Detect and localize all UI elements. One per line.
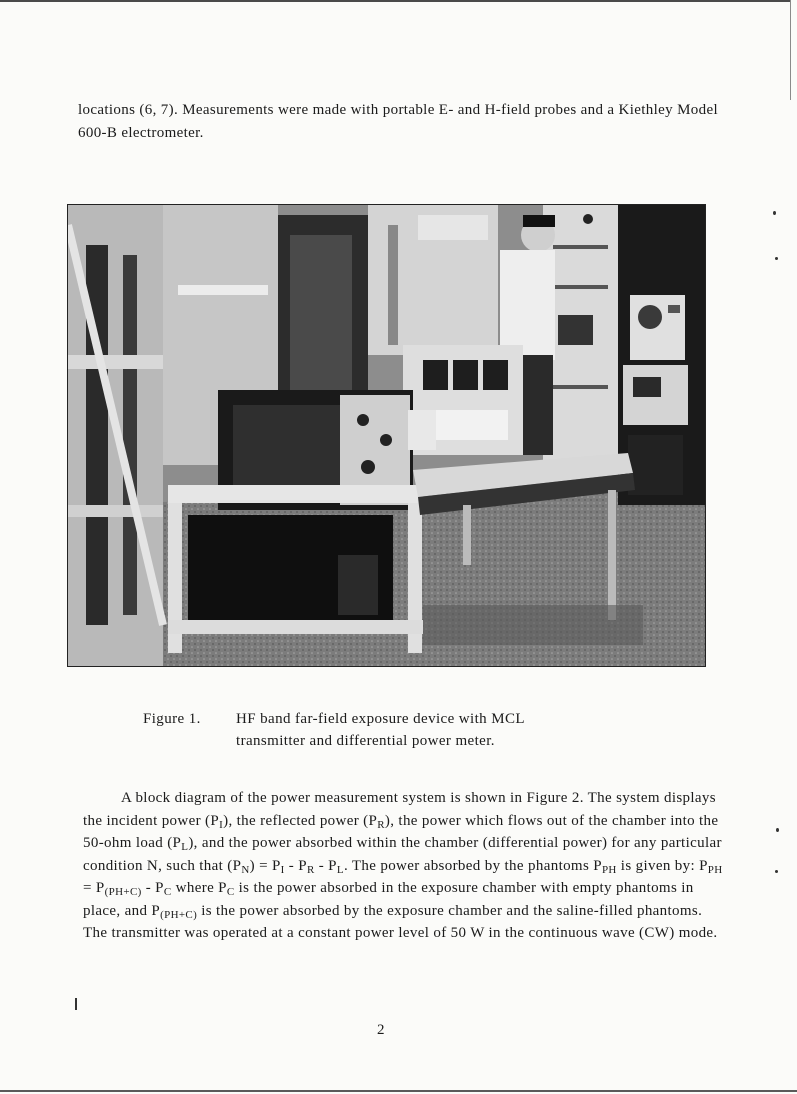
scan-edge-top (0, 0, 790, 2)
lab-equipment-photo (68, 205, 705, 666)
scan-speck (776, 828, 779, 832)
scan-edge-right (790, 0, 791, 100)
page-number: 2 (377, 1022, 385, 1038)
figure-photo (67, 204, 706, 667)
figure-label: Figure 1. (143, 711, 201, 727)
intro-paragraph: locations (6, 7). Measurements were made with portable E- and H-field probes and a Kiethley Model 600-B electrometer. (78, 102, 719, 141)
scan-speck (75, 998, 77, 1010)
scan-speck (773, 211, 776, 215)
figure-caption (143, 708, 525, 752)
body-paragraph (83, 787, 723, 945)
scan-speck (775, 870, 778, 873)
scan-edge-bottom (0, 1090, 797, 1092)
caption-line-1: HF band far-field exposure device with MCL (236, 711, 525, 727)
caption-line-2: transmitter and differential power meter. (236, 733, 495, 749)
body-paragraph-text: A block diagram of the power measurement system is shown in Figure 2. The system displays the incident power $(P_I)$, the reflected power $(P_R)$, the power which flows out of the chamber into the 50-ohm load $(P_L)$, and the power absorbed within the chamber (differential power) for any particular condition N, such that $(P_N) = P_I - P_R - P_L$. The power absorbed by the phantoms $P_{PH}$ is given by: $P_{PH} = P_{(PH+C)} - P_C$ where $P_C$ is the power absorbed in the exposure chamber with empty phantoms in place, and $P_{(PH+C)}$ is the power absorbed by the exposure chamber and the saline-filled phantoms. The transmitter was operated at a constant power level of 50 W in the continuous wave (CW) mode. (83, 790, 723, 941)
scan-speck (775, 257, 778, 260)
